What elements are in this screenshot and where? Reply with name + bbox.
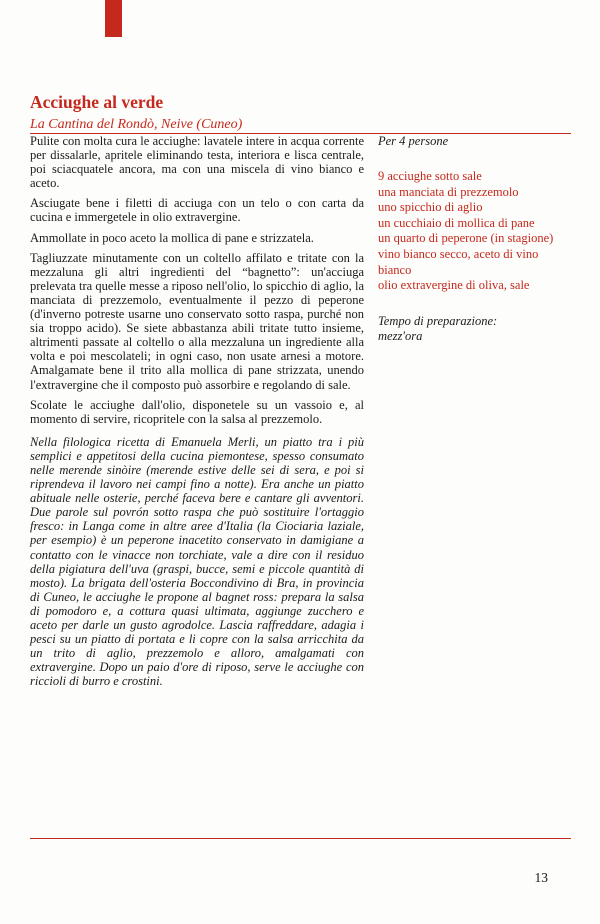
restaurant-name: La Cantina del Rondò, Neive (Cuneo): [30, 117, 243, 132]
chapter-color-tab: [105, 0, 122, 37]
recipe-paragraph: Pulite con molta cura le acciughe: lavatele intere in acqua corrente per dissalarle, apritele eliminando testa, interiora e lisca centrale, poi sciacquatele ancora, ma con una miscela di vino bianco e aceto.: [30, 134, 364, 191]
recipe-body: [30, 134, 364, 688]
ingredient-item: un cucchiaio di mollica di pane: [378, 215, 535, 230]
recipe-paragraph: Ammollate in poco aceto la mollica di pane e strizzatela.: [30, 230, 314, 245]
recipe-paragraph: Tagliuzzate minutamente con un coltello affilato e tritate con la mezzaluna gli altri ingredienti del “bagnetto”: un'acciuga prelevata tra quelle messe a riposo nell'olio, lo spicchio di aglio, la manciata di prezzemolo, eventualmente il pezzo di peperone (d'inverno potreste usarne uno conservato sotto raspa, purché non sia troppo acido). Se siete abbastanza abili tritate tutto insieme, altrimenti passate al coltello o alla mezzaluna un ingrediente alla volta e poi mescolateli; in ogni caso, non usate arnesi a motore. Amalgamate bene il trito alla mollica di pane strizzata, unendo l'extravergine che il composto può assorbire e regolando di sale.: [30, 250, 364, 392]
ingredient-item: vino bianco secco, aceto di vino bianco: [378, 246, 539, 277]
ingredient-item: una manciata di prezzemolo: [378, 184, 519, 199]
prep-time-value: mezz'ora: [378, 329, 423, 344]
ingredients-list: [378, 169, 571, 294]
recipe-paragraph: Scolate le acciughe dall'olio, disponetele su un vassoio e, al momento di servire, ricopritele con la salsa al prezzemolo.: [30, 397, 364, 426]
recipe-title: Acciughe al verde: [30, 92, 164, 112]
page-number: 13: [534, 870, 548, 885]
two-column-layout: [30, 134, 571, 688]
ingredient-item: uno spicchio di aglio: [378, 200, 483, 215]
recipe-paragraph: Asciugate bene i filetti di acciuga con un telo o con carta da cucina e immergetele in olio extravergine.: [30, 196, 364, 225]
prep-time-label: Tempo di preparazione:: [378, 313, 498, 328]
page-content: [30, 93, 571, 688]
ingredient-item: 9 acciughe sotto sale: [378, 169, 482, 183]
recipe-history-note: Nella filologica ricetta di Emanuela Merli, un piatto tra i più semplici e appetitosi della cucina piemontese, spesso consumato nelle merende sinòire (merende estive delle sei di sera, e poi si riprendeva il lavoro nei campi fino a notte). Era anche un piatto abituale nelle osterie, perché faceva bere e cantare gli avventori. Due parole sul povrón sotto raspa che può sostituire l'ortaggio fresco: in Langa come in altre aree d'Italia (la Ciociaria laziale, per esempio) è un peperone inacetito conservato in damigiane a contatto con le vinacce non torchiate, vale a dire con il residuo della pigiatura dell'uva (graspi, bucce, semi e piccole quantità di mosto). La brigata dell'osteria Boccondivino di Bra, in provincia di Cuneo, le acciughe le propone al bagnet ross: prepara la salsa di pomodoro e, a cottura quasi ultimata, aggiunge zucchero e aceto per darle un gusto agrodolce. Lascia raffreddare, adagia i pesci su un piatto di portata e li copre con la salsa arricchita da un trito di aglio, prezzemolo e alloro, amalgamati con extravergine. Dopo un paio d'ore di riposo, serve le acciughe con riccioli di burro e crostini.: [30, 434, 364, 689]
ingredient-item: un quarto di peperone (in stagione): [378, 231, 554, 246]
serves-label: Per 4 persone: [378, 134, 449, 148]
ingredient-item: olio extravergine di oliva, sale: [378, 278, 530, 293]
bottom-divider: [30, 838, 571, 839]
ingredients-sidebar: [378, 134, 571, 345]
